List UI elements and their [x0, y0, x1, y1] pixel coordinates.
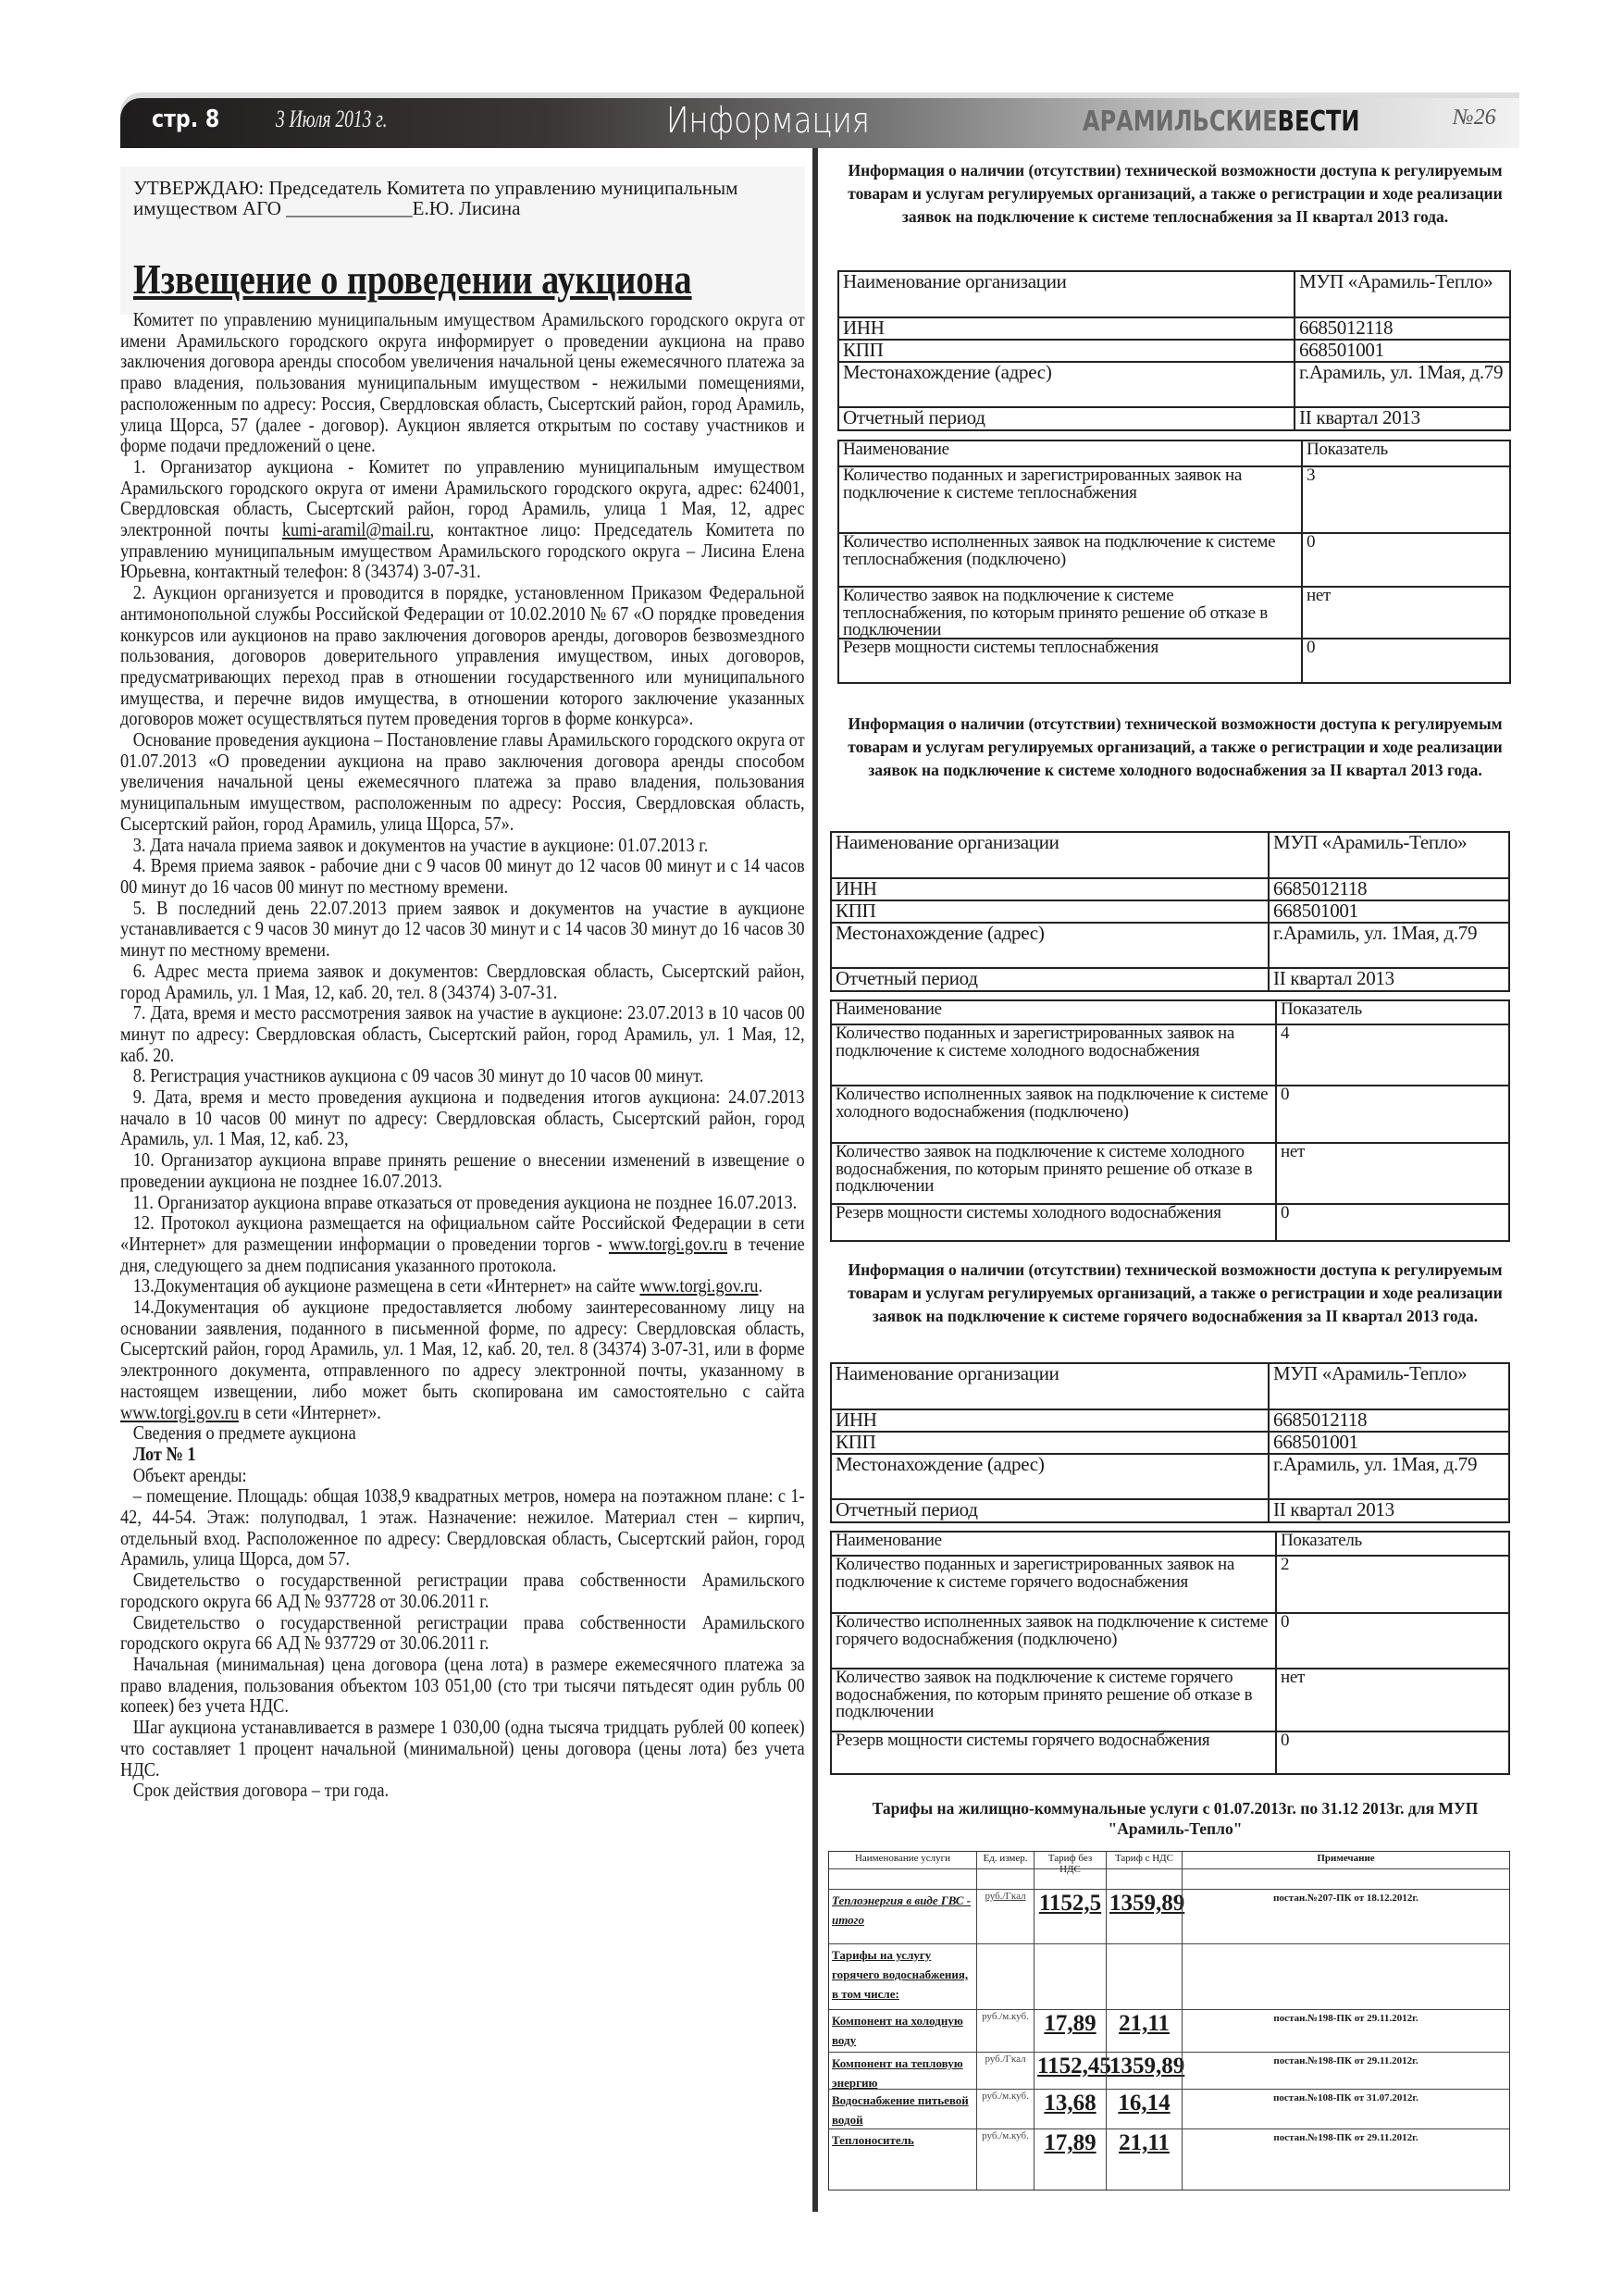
row-label: Количество поданных и зарегистрированных заявок на подключение к системе холодного водоснабжения — [832, 1025, 1277, 1085]
notice-paragraph — [120, 729, 805, 835]
table-row — [839, 532, 1509, 586]
row-label: Наименование организации — [832, 1364, 1270, 1409]
row-label: Наименование — [832, 1533, 1277, 1555]
paragraph-text: 7. Дата, время и место рассмотрения заявок на участие в аукционе: 23.07.2013 в 10 часов 00 минут по адресу: Свердловская область, Сысертский район, город Арамиль, ул. 1 Мая, 12, каб. 20. — [120, 1001, 805, 1066]
notice-paragraph — [120, 855, 805, 897]
tariff-with-vat: 21,11 — [1106, 2129, 1182, 2190]
tariff-with-vat: 21,11 — [1106, 2010, 1182, 2052]
table-row — [832, 1668, 1508, 1731]
paragraph-text: . — [758, 1274, 763, 1297]
notice-paragraph — [120, 1422, 805, 1444]
row-label: Количество исполненных заявок на подключение к системе теплоснабжения (подключено) — [839, 534, 1303, 586]
paragraph-text: Комитет по управлению муниципальным имуществом Арамильского городского округа от имени Арамильского городского округа информирует о проведении аукциона на право заключения договора аренды способом увеличения начальной цены ежемесячного платежа за право владения, пользования муниципальным имуществом - нежилыми помещениями, расположенным по адресу: Россия, Свердловская область, Сысертский район, город Арамиль, улица Щорса, 57 (далее - договор). Аукцион является открытым по составу участников и форме подачи предложений о цене. — [120, 308, 805, 457]
table-row — [832, 922, 1508, 967]
table-row — [832, 1731, 1508, 1773]
tariff-without-vat — [1034, 1944, 1106, 2009]
tariff-with-vat — [1106, 1869, 1182, 1889]
service-name: Теплоэнергия в виде ГВС - итого — [832, 1893, 972, 1927]
notice-paragraph — [120, 1086, 805, 1149]
table-row — [832, 900, 1508, 922]
row-value: 3 — [1307, 465, 1316, 485]
column-header: Ед. измер. — [976, 1852, 1034, 1868]
table-row — [832, 1142, 1508, 1203]
paragraph-text: 2. Аукцион организуется и проводится в порядке, установленном Приказом Федеральной антимонопольной службы Российской Федерации от 10.02.2010 № 67 «О порядке проведения конкурсов или аукционов на право заключения договоров аренды, договоров безвозмездного пользования, договоров доверительного управления имуществом, иных договоров, предусматривающих переход прав в отношении государственного или муниципального имущества, и перечне видов имущества, в отношении которого заключение указанных договоров может осуществляться путем проведения торгов в форме конкурса». — [120, 581, 805, 730]
indicators-table — [830, 1531, 1510, 1775]
table-row — [832, 877, 1508, 900]
table-row — [832, 833, 1508, 877]
paragraph-text: 14.Документация об аукционе предоставляется любому заинтересованному лицу на основании заявления, поданного в письменной форме, по адресу: Свердловская область, Сысертский район, город Арамиль, ул. 1 Мая, 12, каб. 20, тел. 8 (34374) 3-07-31, или в форме электронного документа, отправленного по адресу электронной почты, указанному в настоящем извещении, либо может быть скопирована им самостоятельно с сайта — [120, 1296, 805, 1402]
link[interactable]: www.torgi.gov.ru — [639, 1274, 759, 1297]
row-label: Количество поданных и зарегистрированных заявок на подключение к системе горячего водоснабжения — [832, 1557, 1277, 1612]
unit: руб./м.куб. — [976, 2129, 1034, 2190]
notice-paragraph — [120, 1612, 805, 1654]
paragraph-text: Свидетельство о государственной регистрации права собственности Арамильского городского округа 66 АД № 937728 от 30.06.2011 г. — [120, 1569, 805, 1612]
column-header: Примечание — [1182, 1852, 1509, 1868]
row-value: Показатель — [1281, 1531, 1362, 1550]
paragraph-text: – помещение. Площадь: общая 1038,9 квадратных метров, номера на поэтажном плане: с 1-42, 44-54. Этаж: полуподвал, 1 этаж. Назначение: нежилое. Материал стен – кирпич, отдельный вход. Расположенное по адресу: Свердловская область, Сысертский район, город Арамиль, улица Щорса, дом 57. — [120, 1484, 805, 1570]
tariff-with-vat — [1106, 1944, 1182, 2009]
row-label: Количество поданных и зарегистрированных заявок на подключение к системе теплоснабжения — [839, 467, 1303, 532]
article-title: Извещение о проведении аукциона — [133, 255, 692, 303]
link[interactable]: www.torgi.gov.ru — [120, 1400, 240, 1423]
paragraph-text: 12. Протокол аукциона размещается на официальном сайте Российской Федерации в сети «Интернет» для размещении информации о проведении торгов - — [120, 1211, 805, 1255]
paragraph-text: Объект аренды: — [132, 1463, 247, 1486]
table-row — [832, 1431, 1508, 1453]
table-row — [829, 2052, 1509, 2089]
issue-date: 3 Июля 2013 г. — [276, 105, 388, 132]
row-value: 4 — [1281, 1024, 1290, 1043]
row-label: Местонахождение (адрес) — [839, 363, 1295, 406]
row-label: Количество исполненных заявок на подключение к системе горячего водоснабжения (подключено) — [832, 1614, 1277, 1668]
service-name: Водоснабжение питьевой водой — [832, 2093, 969, 2127]
table-row — [832, 1409, 1508, 1431]
tariff-without-vat: 17,89 — [1034, 2010, 1106, 2052]
paragraph-text: 5. В последний день 22.07.2013 прием заявок и документов на участие в аукционе устанавливается с 9 часов 30 минут до 12 часов 30 минут и с 14 часов 30 минут до 16 часов 30 минут по местному времени. — [120, 896, 805, 962]
notice-paragraph — [120, 835, 805, 856]
row-label: ИНН — [832, 879, 1270, 900]
paragraph-text: Срок действия договора – три года. — [132, 1779, 390, 1802]
service-name: Теплоноситель — [832, 2133, 914, 2147]
table-row — [832, 1533, 1508, 1555]
notice-paragraph — [120, 1212, 805, 1275]
row-label: Наименование — [832, 1001, 1277, 1024]
tariff-without-vat: 1152,5 — [1034, 1890, 1106, 1943]
notice-paragraph — [120, 1444, 805, 1465]
unit: руб./Гкал — [976, 2053, 1034, 2089]
row-value: МУП «Арамиль-Тепло» — [1273, 831, 1468, 853]
paragraph-text: Основание проведения аукциона – Постановление главы Арамильского городского округа от 01.07.2013 «О проведении аукциона на право заключения договора аренды способом увеличения начальной цены ежемесячного платежа за право владения, пользования муниципальным имуществом, расположенным по адресу: Россия, Свердловская область, Сысертский район, город Арамиль, улица Щорса, 57». — [120, 728, 805, 835]
notice-paragraph — [120, 1780, 805, 1801]
row-label: Резерв мощности системы горячего водоснабжения — [832, 1732, 1277, 1773]
row-value: 668501001 — [1299, 339, 1384, 361]
approval-block — [120, 167, 805, 315]
notice-paragraph — [120, 961, 805, 1002]
row-value: 6685012118 — [1273, 1409, 1368, 1431]
row-label: Отчетный период — [839, 408, 1295, 429]
paragraph-text: 4. Время приема заявок - рабочие дни с 9 часов 00 минут до 12 часов 00 минут и с 14 часов 00 минут до 16 часов 00 минут по местному времени. — [120, 854, 805, 898]
unit: руб./м.куб. — [976, 2090, 1034, 2128]
row-label: Количество заявок на подключение к системе холодного водоснабжения, по которым принято решение об отказе в подключении — [832, 1144, 1277, 1203]
logo-part-a: АРАМИЛЬСКИЕ — [1083, 105, 1278, 138]
note: постан.№198-ПК от 29.11.2012г. — [1182, 2053, 1509, 2089]
issue-number: №26 — [1453, 105, 1496, 130]
row-label: Отчетный период — [832, 969, 1270, 990]
row-value: II квартал 2013 — [1273, 1498, 1394, 1520]
row-value: 6685012118 — [1299, 316, 1394, 339]
paragraph-text: 3. Дата начала приема заявок и документов на участие в аукционе: 01.07.2013 г. — [132, 833, 709, 856]
table-row — [829, 1889, 1509, 1943]
row-value: 668501001 — [1273, 1431, 1358, 1453]
table-row — [839, 638, 1509, 682]
paragraph-text: Сведения о предмете аукциона — [132, 1421, 356, 1445]
column-header: Наименование услуги — [854, 1853, 951, 1864]
row-value: 668501001 — [1273, 900, 1358, 922]
organization-table — [830, 831, 1510, 992]
notice-paragraph — [120, 1065, 805, 1086]
row-label: Отчетный период — [832, 1500, 1270, 1521]
row-value: 0 — [1307, 532, 1316, 552]
service-name: Тарифы на услугу горячего водоснабжения, в том числе: — [832, 1948, 969, 2001]
row-value: 0 — [1281, 1085, 1290, 1104]
tariff-header-row — [829, 1852, 1509, 1875]
row-label: КПП — [832, 901, 1270, 922]
notice-paragraph — [120, 1465, 805, 1486]
page-header — [120, 98, 1519, 148]
link[interactable]: kumi-aramil@mail.ru — [281, 518, 430, 541]
notice-paragraph — [120, 1297, 805, 1422]
paragraph-text: 9. Дата, время и место проведения аукциона и подведения итогов аукциона: 24.07.2013 начало в 10 часов 00 минут по адресу: Свердловская область, Сысертский район, город Арамиль, ул. 1 Мая, 12, каб. 23, — [120, 1086, 805, 1150]
row-label: Местонахождение (адрес) — [832, 924, 1270, 967]
unit — [976, 1944, 1034, 2009]
table-row — [832, 1085, 1508, 1142]
notice-paragraph — [120, 1149, 805, 1191]
row-label: КПП — [832, 1433, 1270, 1453]
section-title: Информация о наличии (отсутствии) технической возможности доступа к регулируемым товарам и услугам регулируемых организаций, а также о регистрации и ходе реализации заявок на подключение к системе теплоснабжения за II квартал 2013 года. — [848, 161, 1503, 226]
lot-label: Лот № 1 — [132, 1442, 196, 1465]
row-value: II квартал 2013 — [1273, 967, 1394, 989]
row-label: Резерв мощности системы теплоснабжения — [839, 639, 1303, 682]
row-label: Наименование организации — [839, 272, 1295, 316]
table-row — [839, 339, 1509, 361]
paragraph-text: Начальная (минимальная) цена договора (цена лота) в размере ежемесячного платежа за право владения, пользования объектом 103 051,00 (сто три тысячи пятьдесят один рубль 00 копеек) без учета НДС. — [120, 1653, 805, 1718]
row-label: ИНН — [832, 1410, 1270, 1431]
table-row — [832, 1024, 1508, 1085]
paragraph-text: 10. Организатор аукциона вправе принять решение о внесении изменений в извещение о проведении аукциона не позднее 16.07.2013. — [120, 1148, 805, 1192]
notice-paragraph — [120, 1654, 805, 1717]
organization-table — [830, 1362, 1510, 1523]
notice-paragraph — [120, 1717, 805, 1780]
service-name — [829, 1869, 976, 1889]
logo-part-b: ВЕСТИ — [1277, 105, 1360, 138]
row-label: Количество заявок на подключение к системе теплоснабжения, по которым принято решение об отказе в подключении — [839, 588, 1303, 638]
tariff-without-vat: 13,68 — [1034, 2090, 1106, 2128]
notice-paragraph — [120, 1002, 805, 1065]
row-label: Местонахождение (адрес) — [832, 1455, 1270, 1498]
row-value: г.Арамиль, ул. 1Мая, д.79 — [1273, 1453, 1478, 1475]
column-header: Тариф с НДС — [1106, 1852, 1182, 1868]
table-row — [839, 316, 1509, 339]
indicators-table — [837, 440, 1511, 684]
paragraph-text: 6. Адрес места приема заявок и документов: Свердловская область, Сысертский район, город Арамиль, ул. 1 Мая, 12, каб. 20, тел. 8 (34374) 3-07-31. — [120, 959, 805, 1003]
row-label: Наименование — [839, 441, 1303, 465]
tariff-table — [828, 1851, 1510, 2191]
table-row — [832, 1364, 1508, 1409]
row-value: нет — [1281, 1142, 1306, 1161]
row-value: МУП «Арамиль-Тепло» — [1273, 1362, 1468, 1384]
table-row — [832, 1498, 1508, 1521]
note — [1182, 1869, 1509, 1889]
paragraph-text: , контактное лицо: Председатель Комитета по управлению муниципальным имуществом Арамильского городского округа – Лисина Елена Юрьевна, контактный телефон: 8 (34374) 3-07-31. — [120, 518, 805, 583]
paragraph-text: Шаг аукциона устанавливается в размере 1 030,00 (одна тысяча тридцать рублей 00 копеек) что составляет 1 процент начальной (минимальной) цены договора (цены лота) без учета НДС. — [120, 1716, 805, 1781]
column-header: Тариф без НДС — [1034, 1852, 1106, 1868]
note: постан.№198-ПК от 29.11.2012г. — [1182, 2010, 1509, 2052]
row-value: г.Арамиль, ул. 1Мая, д.79 — [1299, 361, 1504, 383]
row-value: II квартал 2013 — [1299, 406, 1420, 428]
table-row — [839, 586, 1509, 638]
tariff-without-vat: 1152,45 — [1034, 2053, 1106, 2089]
row-value: МУП «Арамиль-Тепло» — [1299, 270, 1493, 292]
row-value: 0 — [1307, 638, 1316, 657]
link[interactable]: www.torgi.gov.ru — [608, 1232, 728, 1255]
table-row — [829, 2089, 1509, 2128]
unit — [976, 1869, 1034, 1889]
note — [1182, 1944, 1509, 2009]
unit: руб./м.куб. — [976, 2010, 1034, 2052]
service-name: Компонент на холодную воду — [832, 2014, 963, 2047]
paragraph-text: Свидетельство о государственной регистрации права собственности Арамильского городского округа 66 АД № 937729 от 30.06.2011 г. — [120, 1610, 805, 1655]
table-row — [839, 406, 1509, 429]
table-row — [829, 2128, 1509, 2190]
notice-paragraph — [120, 1275, 805, 1297]
row-label: Количество заявок на подключение к системе горячего водоснабжения, по которым принято решение об отказе в подключении — [832, 1669, 1277, 1731]
table-row — [839, 465, 1509, 532]
note: постан.№198-ПК от 29.11.2012г. — [1182, 2129, 1509, 2190]
paragraph-text: 8. Регистрация участников аукциона с 09 часов 30 минут до 10 часов 00 минут. — [132, 1064, 704, 1087]
table-row — [832, 1453, 1508, 1498]
row-value: 0 — [1281, 1203, 1290, 1222]
paragraph-text: 13.Документация об аукционе размещена в сети «Интернет» на сайте — [132, 1274, 640, 1297]
organization-table — [837, 270, 1511, 431]
table-row — [839, 441, 1509, 465]
newspaper-logo — [1083, 105, 1359, 138]
row-value: 0 — [1281, 1612, 1290, 1632]
tariff-with-vat: 16,14 — [1106, 2090, 1182, 2128]
notice-paragraph — [120, 309, 805, 456]
notice-paragraph — [120, 582, 805, 729]
section-title: Информация о наличии (отсутствии) технической возможности доступа к регулируемым товарам и услугам регулируемых организаций, а также о регистрации и ходе реализации заявок на подключение к системе горячего водоснабжения за II квартал 2013 года. — [848, 1260, 1503, 1325]
notice-paragraph — [120, 1192, 805, 1213]
approval-text: УТВЕРЖДАЮ: Председатель Комитета по управлению муниципальным имуществом АГО _____________Е.Ю. Лисина — [133, 177, 738, 219]
paragraph-text: в сети «Интернет». — [239, 1400, 381, 1423]
tariff-with-vat: 1359,89 — [1106, 2053, 1182, 2089]
table-row — [829, 1868, 1509, 1889]
tariff-title: Тарифы на жилищно-коммунальные услуги с 01.07.2013г. по 31.12 2013г. для МУП "Арамиль-Тепло" — [872, 1799, 1479, 1838]
notice-paragraph — [120, 456, 805, 582]
tariff-without-vat: 17,89 — [1034, 2129, 1106, 2190]
table-row — [832, 1555, 1508, 1612]
indicators-table — [830, 999, 1510, 1242]
tariff-with-vat: 1359,89 — [1106, 1890, 1182, 1943]
section-title: Информация — [666, 100, 870, 141]
table-row — [829, 2009, 1509, 2052]
row-label: Резерв мощности системы холодного водоснабжения — [832, 1205, 1277, 1240]
note: постан.№108-ПК от 31.07.2012г. — [1182, 2090, 1509, 2128]
row-label: ИНН — [839, 318, 1295, 339]
paragraph-text: 1. Организатор аукциона - Комитет по управлению муниципальным имуществом Арамильского городского округа от имени Арамильского городского округа, адрес: 624001, Свердловская область, Сысертский район, город Арамиль, улица 1 Мая, 12, адрес электронной почты — [120, 454, 805, 541]
tariff-without-vat — [1034, 1869, 1106, 1889]
row-value: 2 — [1281, 1555, 1290, 1574]
row-label: КПП — [839, 341, 1295, 361]
table-row — [839, 361, 1509, 406]
row-label: Наименование организации — [832, 833, 1270, 877]
row-value: 6685012118 — [1273, 877, 1368, 900]
table-row — [829, 1943, 1509, 2009]
row-value: Показатель — [1281, 999, 1362, 1019]
paragraph-text: 11. Организатор аукциона вправе отказаться от проведения аукциона не позднее 16.07.2013. — [132, 1190, 798, 1213]
column-divider — [812, 148, 818, 2212]
table-row — [832, 1612, 1508, 1668]
service-name: Компонент на тепловую энергию — [832, 2056, 963, 2090]
note: постан.№207-ПК от 18.12.2012г. — [1182, 1890, 1509, 1943]
row-value: Показатель — [1307, 440, 1388, 459]
row-value: нет — [1307, 586, 1332, 605]
unit: руб./Гкал — [976, 1890, 1034, 1943]
row-value: г.Арамиль, ул. 1Мая, д.79 — [1273, 922, 1478, 944]
table-row — [832, 967, 1508, 990]
notice-paragraph — [120, 1485, 805, 1570]
notice-paragraph — [120, 898, 805, 961]
table-row — [832, 1203, 1508, 1240]
paragraph-text: в течение дня, следующего за днем подписания указанного протокола. — [120, 1232, 805, 1276]
notice-body — [120, 309, 805, 1801]
notice-paragraph — [120, 1570, 805, 1611]
row-value: нет — [1281, 1668, 1306, 1687]
row-label: Количество исполненных заявок на подключение к системе холодного водоснабжения (подключено) — [832, 1086, 1277, 1142]
table-row — [839, 272, 1509, 316]
section-title: Информация о наличии (отсутствии) технической возможности доступа к регулируемым товарам и услугам регулируемых организаций, а также о регистрации и ходе реализации заявок на подключение к системе холодного водоснабжения за II квартал 2013 года. — [848, 714, 1503, 779]
table-row — [832, 1001, 1508, 1024]
page-number: стр. 8 — [152, 105, 220, 133]
row-value: 0 — [1281, 1731, 1290, 1750]
